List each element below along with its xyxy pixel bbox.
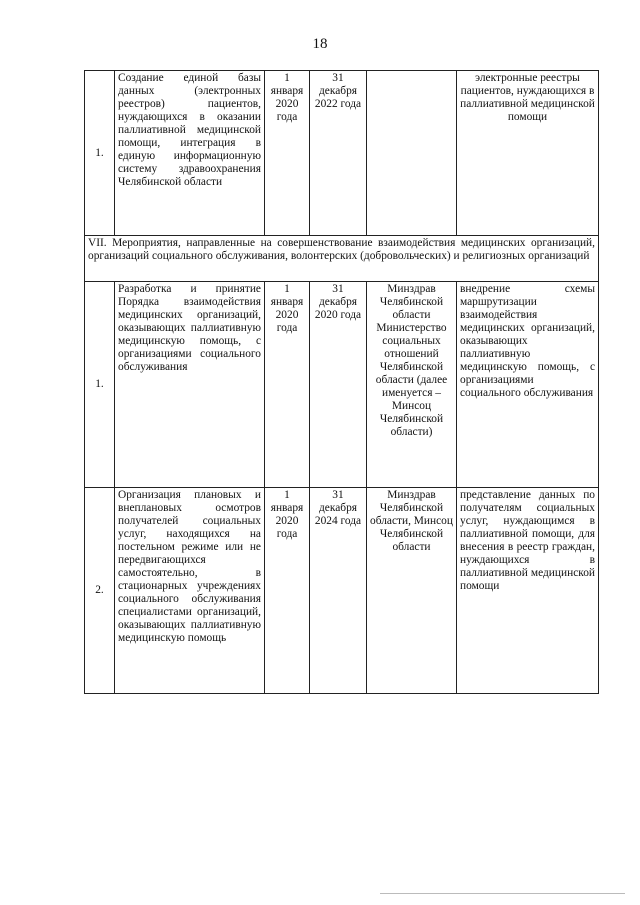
row-number: 1.	[85, 71, 115, 236]
section-title: VII. Мероприятия, направленные на совершенствование взаимодействия медицинских организаций, организаций социального обслуживания, волонтерских (добровольческих) и религиозных организаций	[85, 236, 599, 282]
scan-artifact-line	[380, 893, 625, 894]
table-row	[85, 488, 599, 694]
responsible	[367, 71, 457, 236]
section-row	[85, 236, 599, 282]
row-number: 1.	[85, 282, 115, 488]
measures-table	[84, 70, 599, 694]
start-date: 1 января 2020 года	[265, 488, 310, 694]
table-row	[85, 71, 599, 236]
end-date: 31 декабря 2022 года	[310, 71, 367, 236]
row-number: 2.	[85, 488, 115, 694]
end-date: 31 декабря 2020 года	[310, 282, 367, 488]
expected-result: электронные реестры пациентов, нуждающихся в паллиативной медицинской помощи	[457, 71, 599, 236]
responsible: Минздрав Челябинской области, Минсоц Челябинской области	[367, 488, 457, 694]
expected-result: представление данных по получателям социальных услуг, нуждающимся в паллиативной помощи, для внесения в реестр граждан, нуждающихся в паллиативной медицинской помощи	[457, 488, 599, 694]
start-date: 1 января 2020 года	[265, 71, 310, 236]
page-number: 18	[312, 36, 328, 52]
expected-result: внедрение схемы маршрутизации взаимодействия медицинских организаций, оказывающих паллиативную медицинскую помощь, с организациями социального обслуживания	[457, 282, 599, 488]
measure-description: Разработка и принятие Порядка взаимодействия медицинских организаций, оказывающих паллиативную медицинскую помощь, с организациями социального обслуживания	[115, 282, 265, 488]
start-date: 1 января 2020 года	[265, 282, 310, 488]
measure-description: Создание единой базы данных (электронных реестров) пациентов, нуждающихся в оказании паллиативной медицинской помощи, интеграция в единую информационную систему здравоохранения Челябинской области	[115, 71, 265, 236]
measure-description: Организация плановых и внеплановых осмотров получателей социальных услуг, находящихся на постельном режиме или не передвигающихся самостоятельно, в стационарных учреждениях социального обслуживания специалистами организаций, оказывающих паллиативную медицинскую помощь	[115, 488, 265, 694]
table-row	[85, 282, 599, 488]
end-date: 31 декабря 2024 года	[310, 488, 367, 694]
responsible: Минздрав Челябинской области Министерство социальных отношений Челябинской области (далее именуется – Минсоц Челябинской области)	[367, 282, 457, 488]
